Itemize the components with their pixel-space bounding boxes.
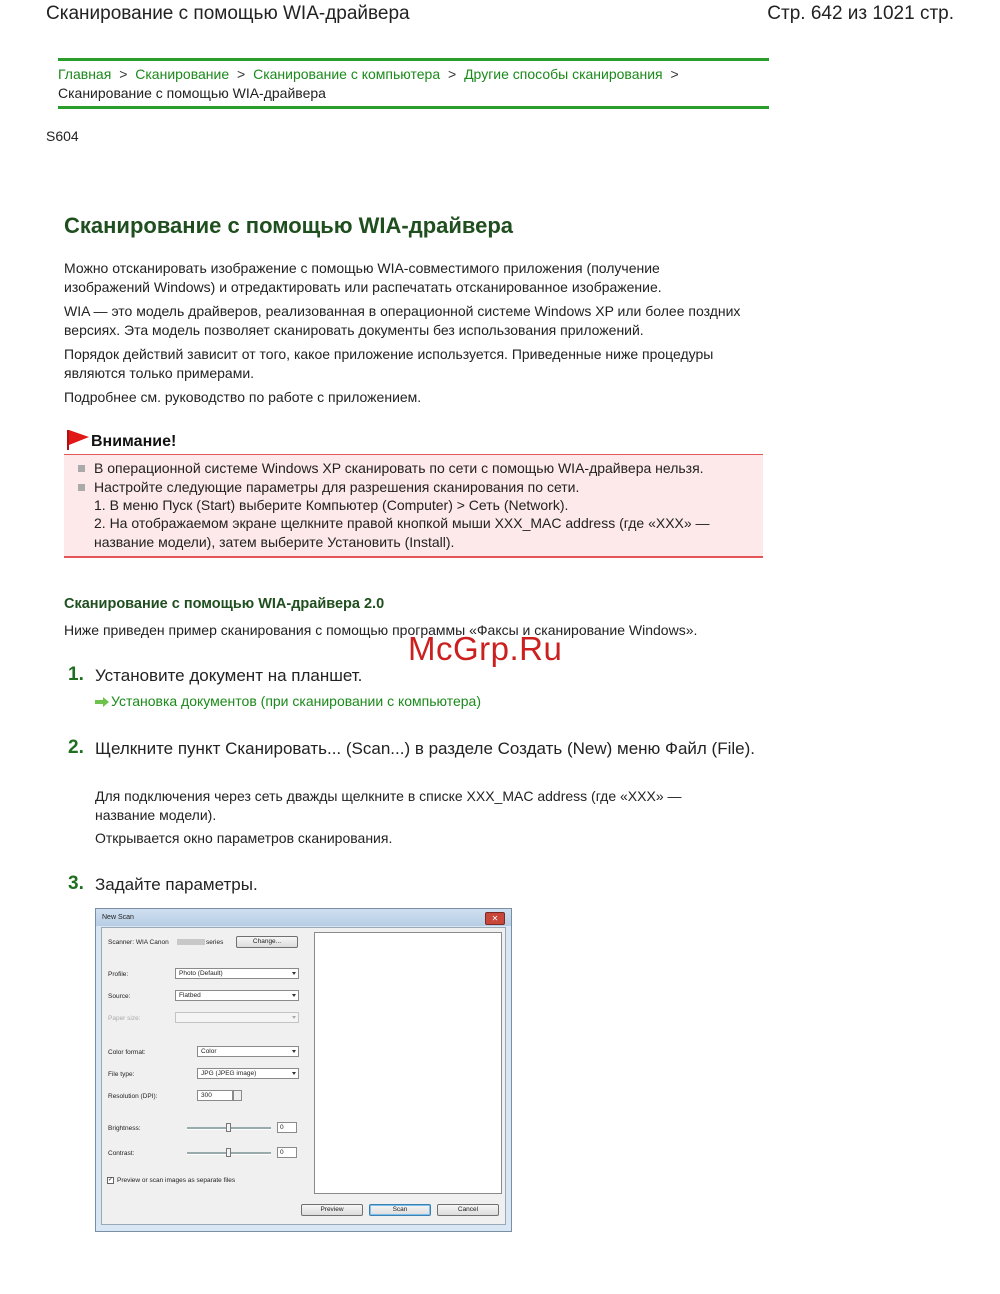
separate-files-checkbox[interactable]: ✓ [108, 1177, 114, 1183]
breadcrumb-separator: > [237, 66, 246, 82]
close-icon[interactable]: ✕ [485, 912, 505, 925]
intro-paragraph: Можно отсканировать изображение с помощью WIA-совместимого приложения (получение изображений Windows) и отредактировать или распечатать отсканированное изображение. [64, 260, 662, 295]
scan-button[interactable]: Scan [369, 1204, 431, 1216]
source-label: Source: [108, 993, 131, 1000]
arrow-right-icon [95, 697, 109, 707]
intro-paragraph: WIA — это модель драйверов, реализованная в операционной системе Windows XP или более поздних версиях. Эта модель позволяет сканировать документы без использования приложений. [64, 303, 741, 338]
step-number: 1. [68, 664, 84, 685]
caution-title: Внимание! [91, 433, 177, 450]
intro-paragraph: Подробнее см. руководство по работе с приложением. [64, 389, 422, 405]
breadcrumb [58, 58, 769, 109]
brightness-slider-thumb[interactable] [226, 1123, 231, 1132]
breadcrumb-link-other-methods[interactable]: Другие способы сканирования [464, 66, 663, 82]
document-code: S604 [46, 128, 79, 144]
caution-item-text: Настройте следующие параметры для разрешения сканирования по сети. [94, 479, 580, 495]
resolution-value: 300 [201, 1092, 212, 1099]
profile-select[interactable] [175, 968, 299, 979]
resolution-label: Resolution (DPI): [108, 1093, 158, 1100]
source-value: Flatbed [179, 992, 201, 999]
reference-link[interactable] [95, 693, 481, 709]
breadcrumb-link-scan-from-computer[interactable]: Сканирование с компьютера [253, 66, 441, 82]
chevron-down-icon [292, 972, 296, 975]
scanner-label: Scanner: WIA Canon [108, 939, 169, 946]
step-number: 2. [68, 737, 84, 758]
breadcrumb-separator: > [448, 66, 457, 82]
source-select[interactable] [175, 990, 299, 1001]
chevron-down-icon [292, 1072, 296, 1075]
section-intro: Ниже приведен пример сканирования с помощью программы «Факсы и сканирование Windows». [64, 622, 698, 638]
change-button[interactable]: Change... [236, 936, 298, 948]
step-note: Открывается окно параметров сканирования. [95, 830, 393, 846]
preview-area [314, 932, 502, 1194]
chevron-down-icon [292, 994, 296, 997]
intro-paragraph: Порядок действий зависит от того, какое приложение используется. Приведенные ниже процедуры являются только примерами. [64, 346, 714, 381]
reference-link-text[interactable]: Установка документов (при сканировании с компьютера) [111, 693, 481, 709]
new-scan-dialog-screenshot [95, 908, 512, 1232]
resolution-input[interactable] [197, 1090, 233, 1101]
breadcrumb-separator: > [119, 66, 128, 82]
contrast-label: Contrast: [108, 1150, 135, 1157]
color-format-label: Color format: [108, 1049, 146, 1056]
contrast-slider-thumb[interactable] [226, 1148, 231, 1157]
paper-size-label: Paper size: [108, 1015, 141, 1022]
chevron-down-icon [292, 1016, 296, 1019]
profile-value: Photo (Default) [179, 970, 223, 977]
resolution-spinner-icon[interactable] [233, 1090, 242, 1101]
dialog-body [101, 927, 506, 1225]
caution-subitem: 1. В меню Пуск (Start) выберите Компьютер (Computer) > Сеть (Network). [94, 497, 569, 513]
file-type-value: JPG (JPEG image) [201, 1070, 257, 1077]
separate-files-label: Preview or scan images as separate files [117, 1177, 236, 1184]
caution-item [94, 459, 704, 478]
caution-subitem: 2. На отображаемом экране щелкните правой кнопкой мыши XXX_MAC address (где «XXX» — [94, 515, 710, 531]
bullet-icon [78, 465, 85, 472]
contrast-input[interactable]: 0 [277, 1147, 297, 1158]
step-text: Установите документ на планшет. [95, 666, 363, 685]
color-format-value: Color [201, 1048, 217, 1055]
breadcrumb-current: Сканирование с помощью WIA-драйвера [58, 85, 326, 101]
watermark: McGrp.Ru [408, 630, 563, 667]
step-text: Щелкните пункт Сканировать... (Scan...) в разделе Создать (New) меню Файл (File). [95, 739, 755, 758]
dialog-title: New Scan [102, 914, 134, 921]
breadcrumb-link-scanning[interactable]: Сканирование [135, 66, 230, 82]
step-number: 3. [68, 873, 84, 894]
page-counter: Стр. 642 из 1021 стр. [767, 3, 954, 24]
caution-flag-icon [66, 428, 90, 450]
page-title: Сканирование с помощью WIA-драйвера [64, 213, 514, 238]
section-title: Сканирование с помощью WIA-драйвера 2.0 [64, 596, 385, 612]
paper-size-select [175, 1012, 299, 1023]
scanner-name-redacted [177, 939, 205, 945]
breadcrumb-link-home[interactable]: Главная [58, 66, 112, 82]
scanner-series: series [206, 939, 224, 946]
header-title: Сканирование с помощью WIA-драйвера [46, 3, 410, 24]
caution-item [94, 478, 579, 497]
breadcrumb-separator: > [670, 66, 679, 82]
chevron-down-icon [292, 1050, 296, 1053]
cancel-button[interactable]: Cancel [437, 1204, 499, 1216]
file-type-select[interactable] [197, 1068, 299, 1079]
dialog-titlebar [96, 909, 511, 926]
bullet-icon [78, 484, 85, 491]
caution-box [64, 454, 763, 558]
caution-item-text: В операционной системе Windows XP сканировать по сети с помощью WIA-драйвера нельзя. [94, 460, 704, 476]
caution-block [64, 428, 764, 559]
profile-label: Profile: [108, 971, 129, 978]
preview-button[interactable]: Preview [301, 1204, 363, 1216]
step-text: Задайте параметры. [95, 875, 258, 894]
step-note: Для подключения через сеть дважды щелкните в списке XXX_MAC address (где «XXX» — название модели). [95, 788, 682, 823]
caution-subitem: название модели), затем выберите Установить (Install). [94, 534, 455, 550]
brightness-label: Brightness: [108, 1125, 141, 1132]
brightness-input[interactable]: 0 [277, 1122, 297, 1133]
color-format-select[interactable] [197, 1046, 299, 1057]
file-type-label: File type: [108, 1071, 135, 1078]
